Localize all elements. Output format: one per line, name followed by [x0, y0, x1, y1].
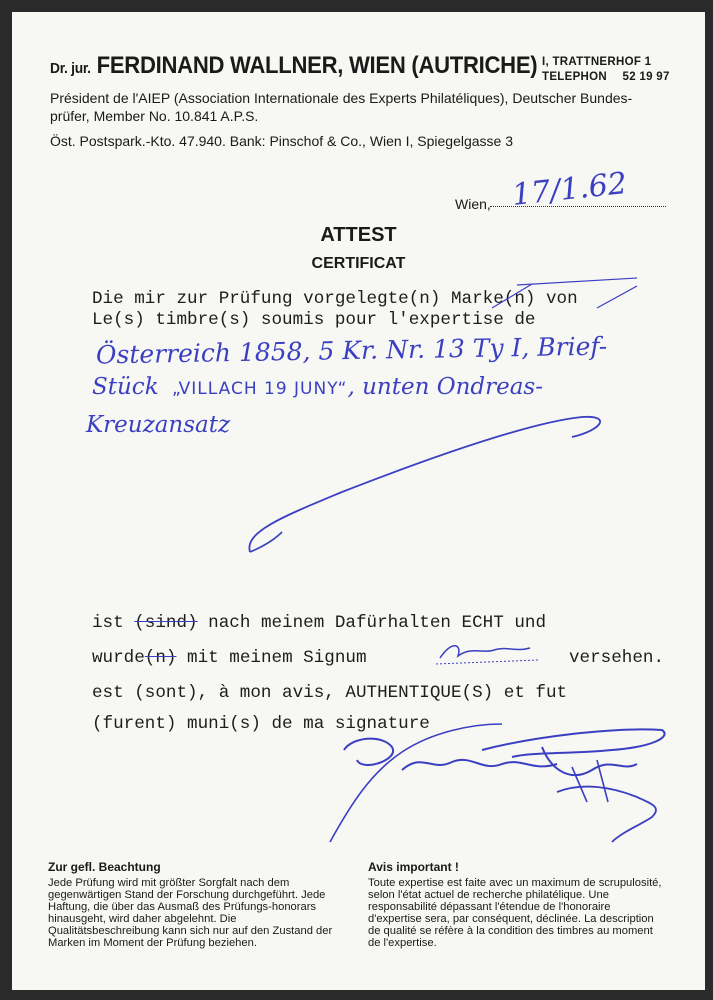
piece-word: Stück — [92, 374, 159, 400]
address-line: I, TRATTNERHOF 1 — [542, 56, 652, 68]
certificate-subtitle: CERTIFICAT — [311, 255, 406, 272]
verdict-word-wurde: wurde — [92, 648, 145, 668]
intro-german: Die mir zur Prüfung vorgelegte(n) Marke(n) von — [92, 289, 578, 309]
phone-number: 52 19 97 — [622, 71, 670, 83]
verdict-french-1: est (sont), à mon avis, AUTHENTIQUE(S) et fut — [92, 683, 568, 703]
verdict-french-2: (furent) muni(s) de ma signature — [92, 714, 430, 734]
notice-french-text: Toute expertise est faite avec un maximum de scrupulosité, selon l'état actuel de recherche philatélique. Une responsabilité dépassant l'étendue de l'honoraire d'expertise sera, par conséquent, déclinée. La description de qualité se réfère à la condition des timbres au moment de l'expertise. — [368, 877, 662, 949]
notice-german-text: Jede Prüfung wird mit größter Sorgfalt nach dem gegenwärtigen Stand der Forschung durchgeführt. Jede Haftung, die über das Ausmaß des Prüfungs-honorars hinausgeht, wird daher abgelehnt. Die Qualitätsbeschreibung kann sich nur auf den Zustand der Marken im Moment der Prüfung beziehen. — [48, 877, 333, 949]
struck-plural-n: (n) — [144, 648, 177, 668]
date-value: 17/1.62 — [510, 166, 629, 213]
verdict-word-ist: ist — [92, 613, 135, 633]
verdict-signum-text: mit meinem Signum — [176, 648, 367, 668]
struck-plural: (sind) — [134, 613, 198, 633]
expert-name: FERDINAND WALLNER, WIEN (AUTRICHE) — [96, 52, 538, 79]
stamp-description-line-1: Österreich 1858, 5 Kr. Nr. 13 Ty I, Brief- — [95, 331, 608, 370]
aiep-line: Président de l'AIEP (Association Internationale des Experts Philatéliques), Deutscher Bundes- — [50, 90, 633, 106]
intro-french: Le(s) timbre(s) soumis pour l'expertise de — [92, 310, 536, 330]
bank-line: Öst. Postspark.-Kto. 47.940. Bank: Pinschof & Co., Wien I, Spiegelgasse 3 — [50, 133, 514, 149]
notice-german-heading: Zur gefl. Beachtung — [48, 860, 161, 874]
position-note: , unten Ondreas- — [347, 374, 543, 400]
verdict-genuine-text: nach meinem Dafürhalten ECHT und — [197, 613, 547, 633]
member-line: prüfer, Member No. 10.841 A.P.S. — [50, 108, 259, 124]
date-label: Wien, — [455, 196, 491, 212]
name-prefix: Dr. jur. — [50, 60, 91, 77]
certificate-page — [12, 12, 705, 990]
stamp-description-line-3: Kreuzansatz — [86, 412, 231, 438]
notice-french-heading: Avis important ! — [368, 860, 459, 874]
postmark-text: „VILLACH 19 JUNY“ — [171, 379, 348, 399]
verdict-versehen: versehen. — [569, 648, 665, 668]
expert-signature — [12, 12, 705, 990]
certificate-title: ATTEST — [320, 224, 397, 246]
phone-label: TELEPHON — [542, 71, 608, 83]
